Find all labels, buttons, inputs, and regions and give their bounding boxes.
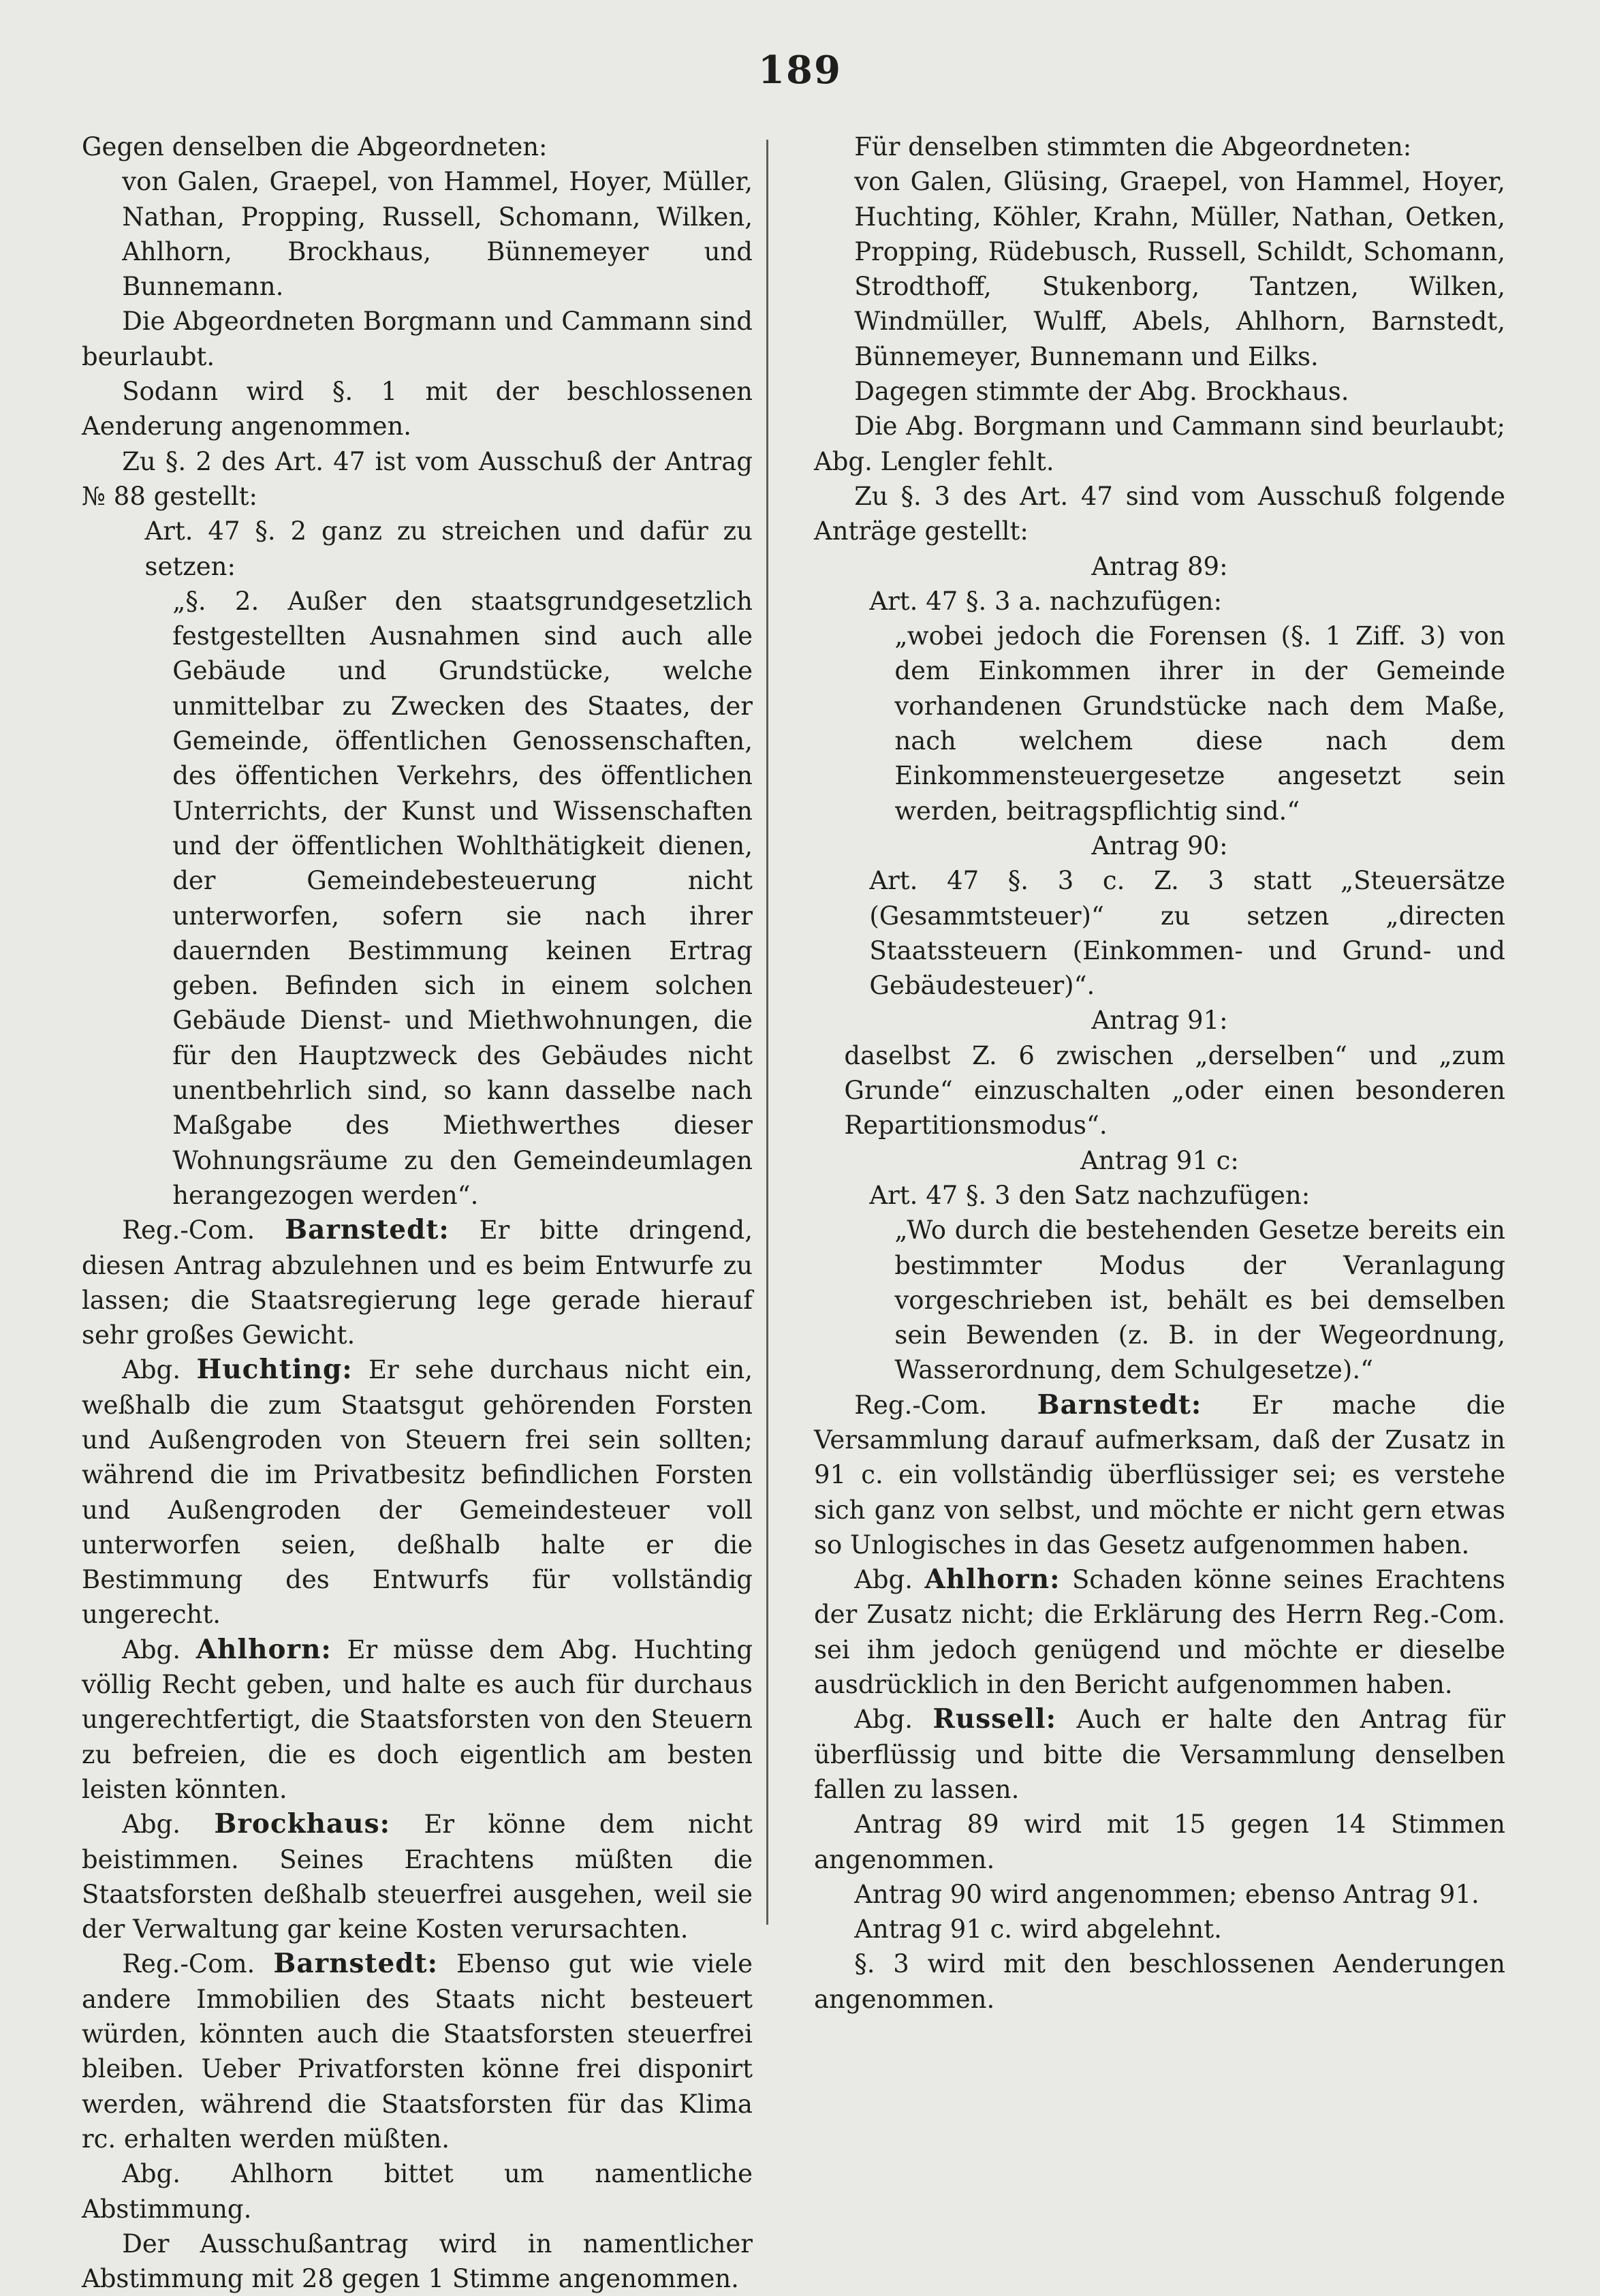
- quoted-amendment: „§. 2. Außer den staatsgrundgesetzlich festgestellten Ausnahmen sind auch alle Gebäude und Grundstücke, welche unmittelbar zu Zwecken des Staates, der Gemeinde, öffentlichen Genossenschaften, des öffentichen Verkehrs, des öffentlichen Unterrichts, der Kunst und Wissenschaften und der öffentlichen Wohlthätigkeit dienen, der Gemeindebesteuerung nicht unterworfen, sofern sie nach ihrer dauernden Bestimmung keinen Ertrag geben. Befinden sich in einem solchen Gebäude Dienst- und Miethwohnungen, die für den Hauptzweck des Gebäudes nicht unentbehrlich sind, so kann dasselbe nach Maßgabe des Miethwerthes dieser Wohnungsräume zu den Gemeindeumlagen herangezogen werden“.: [172, 586, 753, 1210]
- speech-paragraph: [82, 1213, 753, 1352]
- speaker-name: Ahlhorn:: [195, 1633, 332, 1665]
- speech-text: Er müsse dem Abg. Huchting völlig Recht geben, und halte es auch für durchaus ungerechtfertigt, die Staatsforsten von den Steuern zu befreien, die es doch eigentlich am besten leisten könnten.: [82, 1634, 753, 1804]
- column-divider: [766, 140, 768, 1925]
- speaker-name: Brockhaus:: [214, 1808, 390, 1840]
- speaker-name: Barnstedt:: [1037, 1389, 1202, 1421]
- speech-text: Schaden könne seines Erachtens der Zusatz nicht; die Erklärung des Herrn Reg.-Com. sei ihm jedoch genügend und möchte er dieselbe ausdrücklich in den Bericht aufgenommen haben.: [814, 1565, 1506, 1700]
- speaker-title: Abg.: [122, 1355, 181, 1385]
- paragraph: Sodann wird §. 1 mit der beschlossenen Aenderung angenommen.: [82, 377, 753, 441]
- speech-text: Er mache die Versammlung darauf aufmerksam, daß der Zusatz in 91 c. ein vollständig überflüssiger sei; es verstehe sich ganz von selbst, und möchte er nicht gern etwas so Unlogisches in das Gesetz aufgenommen haben.: [814, 1390, 1505, 1560]
- speaker-name: Barnstedt:: [273, 1948, 438, 1980]
- speaker-name: Huchting:: [196, 1354, 353, 1386]
- paragraph: Gegen denselben die Abgeordneten:: [82, 132, 548, 161]
- paragraph: von Galen, Glüsing, Graepel, von Hammel, Hoyer, Huchting, Köhler, Krahn, Müller, Nathan, Oetken, Propping, Rüdebusch, Russell, Schildt, Schomann, Strodthoff, Stukenborg, Tantzen, Wilken, Windmüller, Wulff, Abels, Ahlhorn, Barnstedt, Bünnemeyer, Bunnemann und Eilks.: [854, 167, 1505, 371]
- paragraph: Antrag 90 wird angenommen; ebenso Antrag 91.: [854, 1879, 1479, 1909]
- speech-text: Er könne dem nicht beistimmen. Seines Erachtens müßten die Staatsforsten deßhalb steuerfrei ausgehen, weil sie der Verwaltung gar keine Kosten verursachten.: [82, 1810, 753, 1944]
- speech-paragraph: [814, 1388, 1505, 1562]
- motion-heading: Antrag 91:: [1091, 1006, 1228, 1036]
- quoted-amendment: „wobei jedoch die Forensen (§. 1 Ziff. 3) von dem Einkommen ihrer in der Gemeinde vorhandenen Grundstücke nach dem Maße, nach welchem diese nach dem Einkommensteuergesetze angesetzt sein werden, beitragspflichtig sind.“: [894, 621, 1505, 826]
- paragraph: Art. 47 §. 3 den Satz nachzufügen:: [869, 1180, 1311, 1210]
- speaker-title: Abg.: [854, 1565, 913, 1595]
- paragraph: Die Abgeordneten Borgmann und Cammann sind beurlaubt.: [82, 307, 753, 371]
- quoted-amendment: „Wo durch die bestehenden Gesetze bereits ein bestimmter Modus der Veranlagung vorgeschrieben ist, behält es bei demselben sein Bewenden (z. B. in der Wegeordnung, Wasserordnung, dem Schulgesetze).“: [894, 1215, 1505, 1385]
- paragraph: daselbst Z. 6 zwischen „derselben“ und „zum Grunde“ einzuschalten „oder einen besonderen Repartitionsmodus“.: [844, 1040, 1505, 1141]
- page-number: 189: [758, 48, 842, 93]
- paragraph: Abg. Ahlhorn bittet um namentliche Abstimmung.: [82, 2159, 753, 2224]
- paragraph: Dagegen stimmte der Abg. Brockhaus.: [854, 377, 1349, 407]
- paragraph: Der Ausschußantrag wird in namentlicher Abstimmung mit 28 gegen 1 Stimme angenommen.: [82, 2229, 753, 2294]
- speech-paragraph: [82, 1352, 753, 1632]
- left-column: [82, 129, 753, 2296]
- motion-heading: Antrag 91 c:: [1080, 1145, 1239, 1175]
- speech-text: Auch er halte den Antrag für überflüssig und bitte die Versammlung denselben fallen zu lassen.: [814, 1705, 1506, 1804]
- right-column: [814, 129, 1505, 2017]
- paragraph: Zu §. 2 des Art. 47 ist vom Ausschuß der Antrag № 88 gestellt:: [82, 446, 753, 511]
- speaker-title: Abg.: [854, 1705, 913, 1735]
- speech-text: Ebenso gut wie viele andere Immobilien des Staats nicht besteuert würden, könnten auch die Staatsforsten steuerfrei bleiben. Ueber Privatforsten könne frei disponirt werden, während die Staatsforsten für das Klima rc. erhalten werden müßten.: [82, 1949, 753, 2154]
- paragraph: Antrag 89 wird mit 15 gegen 14 Stimmen angenommen.: [814, 1810, 1505, 1874]
- speaker-name: Ahlhorn:: [924, 1564, 1061, 1596]
- paragraph: Art. 47 §. 3 c. Z. 3 statt „Steuersätze (Gesammtsteuer)“ zu setzen „directen Staatssteuern (Einkommen- und Grund- und Gebäudesteuer)“.: [869, 866, 1505, 1001]
- paragraph: §. 3 wird mit den beschlossenen Aenderungen angenommen.: [814, 1949, 1505, 2014]
- speaker-name: Barnstedt:: [285, 1214, 450, 1246]
- speech-paragraph: [82, 1946, 753, 2156]
- speaker-title: Reg.-Com.: [122, 1215, 255, 1245]
- paragraph: Zu §. 3 des Art. 47 sind vom Ausschuß folgende Anträge gestellt:: [814, 481, 1505, 546]
- paragraph: Art. 47 §. 3 a. nachzufügen:: [869, 586, 1223, 616]
- speaker-title: Abg.: [122, 1810, 181, 1840]
- speech-text: Er sehe durchaus nicht ein, weßhalb die zum Staatsgut gehörenden Forsten und Außengroden von Steuern frei sein sollten; während die im Privatbesitz befindlichen Forsten und Außengroden der Gemeindesteuer voll unterworfen seien, deßhalb halte er die Bestimmung des Entwurfs für vollständig ungerecht.: [82, 1355, 753, 1630]
- paragraph: von Galen, Graepel, von Hammel, Hoyer, Müller, Nathan, Propping, Russell, Schomann, Wilken, Ahlhorn, Brockhaus, Bünnemeyer und Bunnemann.: [122, 167, 753, 302]
- speaker-title: Abg.: [122, 1634, 181, 1664]
- speech-text: Er bitte dringend, diesen Antrag abzulehnen und es beim Entwurfe zu lassen; die Staatsregierung lege gerade hierauf sehr großes Gewicht.: [82, 1215, 753, 1350]
- motion-heading: Antrag 90:: [1091, 831, 1228, 860]
- paragraph: Art. 47 §. 2 ganz zu streichen und dafür zu setzen:: [144, 516, 753, 581]
- speech-paragraph: [814, 1562, 1505, 1702]
- speech-paragraph: [82, 1807, 753, 1946]
- speaker-name: Russell:: [932, 1703, 1056, 1735]
- paragraph: Für denselben stimmten die Abgeordneten:: [854, 132, 1412, 161]
- paragraph: Die Abg. Borgmann und Cammann sind beurlaubt; Abg. Lengler fehlt.: [814, 412, 1505, 476]
- speaker-title: Reg.-Com.: [122, 1949, 255, 1979]
- paragraph: Antrag 91 c. wird abgelehnt.: [854, 1914, 1222, 1944]
- speaker-title: Reg.-Com.: [854, 1390, 988, 1420]
- motion-heading: Antrag 89:: [1091, 551, 1228, 581]
- speech-paragraph: [814, 1702, 1505, 1807]
- speech-paragraph: [82, 1632, 753, 1807]
